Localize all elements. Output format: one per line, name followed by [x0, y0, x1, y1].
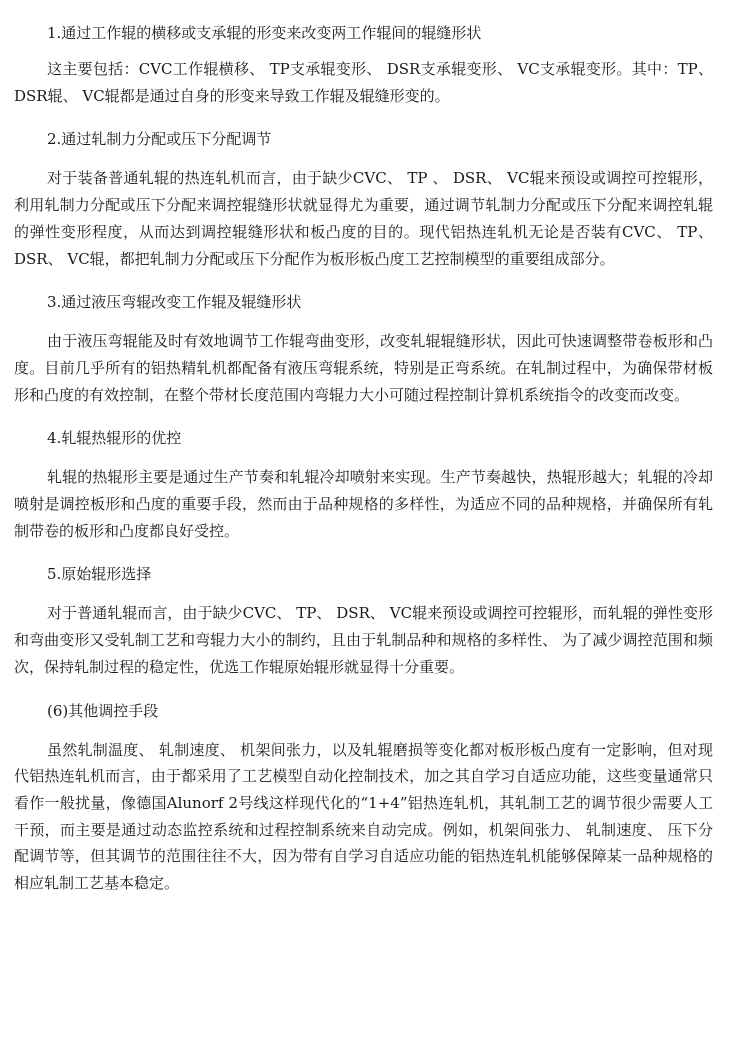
section-heading-6: (6)其他调控手段: [47, 701, 159, 720]
section-paragraph-1: 这主要包括：CVC工作辊横移、 TP支承辊变形、 DSR支承辊变形、 VC支承辊变形。其中：TP、DSR辊、 VC辊都是通过自身的形变来导致工作辊及辊缝形变的。: [14, 60, 713, 105]
section-paragraph-5: 对于普通轧辊而言，由于缺少CVC、 TP、 DSR、 VC辊来预设或调控可控辊形，而轧辊的弹性变形和弯曲变形又受轧制工艺和弯辊力大小的制约，且由于轧制品种和规格的多样性、 为了减少调控范围和频次，保持轧制过程的稳定性，优选工作辊原始辊形就显得十分重要。: [14, 604, 713, 676]
section-heading-2: 2.通过轧制力分配或压下分配调节: [47, 130, 272, 149]
section-paragraph-4: 轧辊的热辊形主要是通过生产节奏和轧辊冷却喷射来实现。生产节奏越快，热辊形越大；轧辊的冷却喷射是调控板形和凸度的重要手段，然而由于品种规格的多样性，为适应不同的品种规格，并确保所有轧制带卷的板形和凸度都良好受控。: [14, 468, 713, 540]
section-paragraph-6: 虽然轧制温度、 轧制速度、 机架间张力，以及轧辊磨损等变化都对板形板凸度有一定影响，但对现代铝热连轧机而言，由于都采用了工艺模型自动化控制技术，加之其自学习自适应功能，这些变量通常只看作一般扰量，像德国Alunorf 2号线这样现代化的“1+4”铝热连轧机，其轧制工艺的调节很少需要人工干预，而主要是通过动态监控系统和过程控制系统来自动完成。例如，机架间张力、 轧制速度、 压下分配调节等，但其调节的范围往往不大，因为带有自学习自适应功能的铝热连轧机能够保障某一品种规格的相应轧制工艺基本稳定。: [14, 740, 713, 893]
section-paragraph-2: 对于装备普通轧辊的热连轧机而言，由于缺少CVC、 TP 、 DSR、 VC辊来预设或调控可控辊形，利用轧制力分配或压下分配来调控辊缝形状就显得尤为重要，通过调节轧制力分配或压下分配来调控轧辊的弹性变形程度，从而达到调控辊缝形状和板凸度的目的。现代铝热连轧机无论是否装有CVC、 TP、 DSR、 VC辊，都把轧制力分配或压下分配作为板形板凸度工艺控制模型的重要组成部分。: [14, 169, 713, 268]
section-heading-4: 4.轧辊热辊形的优控: [47, 429, 182, 448]
section-heading-3: 3.通过液压弯辊改变工作辊及辊缝形状: [47, 293, 302, 312]
section-heading-1: 1.通过工作辊的横移或支承辊的形变来改变两工作辊间的辊缝形状: [47, 24, 482, 42]
section-paragraph-3: 由于液压弯辊能及时有效地调节工作辊弯曲变形，改变轧辊辊缝形状，因此可快速调整带卷板形和凸度。目前几乎所有的铝热精轧机都配备有液压弯辊系统，特别是正弯系统。在轧制过程中，为确保带材板形和凸度的有效控制，在整个带材长度范围内弯辊力大小可随过程控制计算机系统指令的改变而改变。: [14, 332, 713, 404]
section-heading-5: 5.原始辊形选择: [47, 565, 152, 584]
